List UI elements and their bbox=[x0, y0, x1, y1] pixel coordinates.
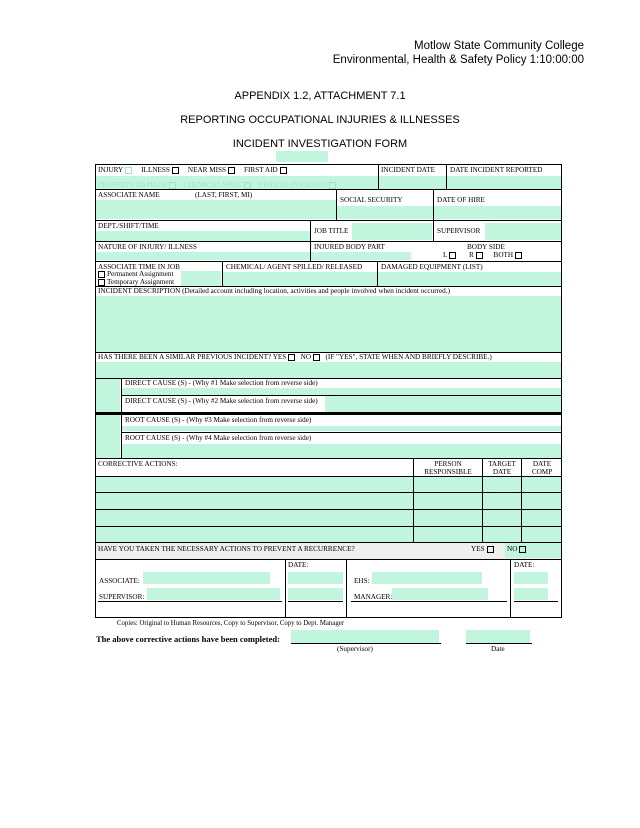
sig-underline bbox=[288, 601, 343, 602]
nature-label: NATURE OF INJURY/ ILLNESS bbox=[98, 243, 197, 251]
similar-incident-question bbox=[98, 353, 492, 362]
similar-yes-checkbox[interactable] bbox=[288, 354, 295, 361]
recurrence-question: HAVE YOU TAKEN THE NECESSARY ACTIONS TO PREVENT A RECURRENCE? bbox=[98, 545, 355, 553]
incident-date-label: INCIDENT DATE bbox=[381, 166, 435, 174]
supervisor-label: SUPERVISOR bbox=[437, 227, 481, 235]
responsible-header: RESPONSIBLE bbox=[424, 468, 472, 476]
target-date-field[interactable] bbox=[483, 527, 521, 542]
property-damage-checkbox[interactable] bbox=[169, 182, 176, 189]
temporary-label: Temporary Assignment bbox=[107, 278, 175, 286]
corrective-actions-label: CORRECTIVE ACTIONS: bbox=[98, 460, 178, 468]
completed-supervisor-field[interactable] bbox=[291, 630, 439, 643]
corrective-action-field[interactable] bbox=[96, 510, 413, 526]
recurrence-no bbox=[507, 545, 526, 554]
body-side-options bbox=[443, 251, 522, 260]
root-cause-code-field[interactable] bbox=[96, 415, 120, 459]
completed-supervisor-line bbox=[291, 643, 441, 644]
associate-date-field[interactable] bbox=[288, 572, 343, 584]
associate-sig-label: ASSOCIATE: bbox=[99, 577, 140, 585]
job-title-field[interactable] bbox=[352, 223, 432, 240]
ehs-sig-label: EHS: bbox=[354, 577, 370, 585]
dept-shift-field[interactable] bbox=[96, 231, 310, 241]
nature-field[interactable] bbox=[96, 252, 310, 260]
target-date-field[interactable] bbox=[483, 510, 521, 526]
ehs-date-field[interactable] bbox=[514, 572, 548, 584]
date-label-ehs: DATE: bbox=[514, 561, 535, 569]
vehicle-involved-checkbox[interactable] bbox=[329, 182, 336, 189]
associate-time-label: ASSOCIATE TIME IN JOB bbox=[98, 263, 180, 271]
date-label-associate: DATE: bbox=[288, 561, 309, 569]
copies-note: Copies: Original to Human Resources, Copy to Supervisor, Copy to Dept. Manager bbox=[117, 620, 345, 627]
completed-date-line bbox=[466, 643, 532, 644]
chemical-agent-label: CHEMICAL/ AGENT SPILLED/ RELEASED bbox=[226, 263, 363, 271]
target-date-field[interactable] bbox=[483, 493, 521, 509]
job-title-label: JOB TITLE bbox=[314, 227, 349, 235]
date-reported-label: DATE INCIDENT REPORTED bbox=[450, 166, 543, 174]
side-both-label: BOTH bbox=[493, 251, 514, 259]
associate-time-field[interactable] bbox=[181, 271, 221, 286]
associate-signature-field[interactable] bbox=[143, 572, 270, 584]
side-both-checkbox[interactable] bbox=[515, 252, 522, 259]
first-aid-checkbox[interactable] bbox=[280, 167, 287, 174]
recurrence-yes-label: YES bbox=[471, 545, 485, 553]
similar-no-checkbox[interactable] bbox=[313, 354, 320, 361]
person-responsible-field[interactable] bbox=[414, 510, 482, 526]
manager-sig-label: MANAGER: bbox=[354, 593, 393, 601]
date-caption: Date bbox=[491, 645, 505, 653]
recurrence-yes bbox=[471, 545, 494, 554]
person-responsible-field[interactable] bbox=[414, 527, 482, 542]
similar-no-label: NO bbox=[300, 353, 312, 361]
corrective-action-field[interactable] bbox=[96, 477, 413, 492]
chemical-spill-checkbox[interactable] bbox=[244, 182, 251, 189]
date-header: DATE bbox=[532, 460, 552, 468]
associate-name-label: ASSOCIATE NAME bbox=[98, 191, 160, 199]
similar-incident-field[interactable] bbox=[96, 362, 561, 378]
incident-description-field[interactable] bbox=[96, 296, 561, 352]
supervisor-date-field[interactable] bbox=[288, 588, 343, 600]
person-responsible-field[interactable] bbox=[414, 493, 482, 509]
appendix-title: APPENDIX 1.2, ATTACHMENT 7.1 bbox=[234, 90, 406, 102]
near-miss-label: NEAR MISS bbox=[187, 166, 227, 174]
incident-description-label: INCIDENT DESCRIPTION (Detailed account including location, activities and people involved when incident occurred.) bbox=[98, 287, 450, 295]
college-name: Motlow State Community College bbox=[413, 40, 584, 52]
near-miss-checkbox[interactable] bbox=[228, 167, 235, 174]
chemical-spill-label: CHEMICAL SPILL bbox=[183, 181, 242, 189]
social-security-field[interactable] bbox=[337, 206, 433, 219]
side-r-checkbox[interactable] bbox=[476, 252, 483, 259]
direct-cause-2-field[interactable] bbox=[325, 396, 561, 412]
direct-cause-1-field[interactable] bbox=[122, 388, 561, 395]
person-header: PERSON bbox=[434, 460, 462, 468]
comp-header: COMP bbox=[531, 468, 553, 476]
name-format-label: (LAST, FIRST, MI) bbox=[195, 191, 253, 199]
dept-shift-label: DEPT./SHIFT/TIME bbox=[98, 222, 159, 230]
associate-name-field[interactable] bbox=[96, 200, 336, 219]
corrective-action-field[interactable] bbox=[96, 527, 413, 542]
date-comp-field[interactable] bbox=[522, 493, 561, 509]
permanent-label: Permanent Assignment bbox=[107, 270, 174, 278]
ehs-signature-field[interactable] bbox=[372, 572, 482, 584]
reporting-title: REPORTING OCCUPATIONAL INJURIES & ILLNESSES bbox=[180, 114, 460, 126]
recurrence-no-checkbox[interactable] bbox=[519, 546, 526, 553]
property-damage-label: PROPERTY DAMAGE bbox=[98, 181, 168, 189]
date-of-hire-label: DATE OF HIRE bbox=[437, 196, 485, 204]
supervisor-caption: (Supervisor) bbox=[337, 645, 373, 653]
sig-underline bbox=[514, 601, 558, 602]
form-id-field[interactable] bbox=[276, 151, 328, 162]
direct-cause-1-label: DIRECT CAUSE (S) - (Why #1 Make selection from reverse side) bbox=[125, 379, 318, 387]
injured-part-label: INJURED BODY PART bbox=[314, 243, 385, 251]
illness-checkbox[interactable] bbox=[172, 167, 179, 174]
corrective-action-field[interactable] bbox=[96, 493, 413, 509]
body-side-label: BODY SIDE bbox=[467, 243, 505, 251]
sig-underline bbox=[351, 601, 507, 602]
target-date-field[interactable] bbox=[483, 477, 521, 492]
similar-note: (IF "YES", STATE WHEN AND BRIEFLY DESCRIBE.) bbox=[325, 353, 492, 361]
completed-date-field[interactable] bbox=[466, 630, 530, 643]
direct-cause-2-label: DIRECT CAUSE (S) - (Why #2 Make selection from reverse side) bbox=[125, 397, 318, 405]
policy-number: Environmental, Health & Safety Policy 1:10:00:00 bbox=[332, 54, 584, 66]
completed-statement: The above corrective actions have been completed: bbox=[96, 634, 280, 644]
target-date-header: DATE bbox=[492, 468, 512, 476]
social-security-label: SOCIAL SECURITY bbox=[340, 196, 403, 204]
vehicle-involved-label: VEHICLE INVOLVED bbox=[258, 181, 328, 189]
injury-checkbox[interactable] bbox=[125, 167, 132, 174]
first-aid-label: FIRST AID bbox=[244, 166, 278, 174]
target-header: TARGET bbox=[488, 460, 516, 468]
incident-type-row bbox=[98, 166, 287, 175]
manager-signature-field[interactable] bbox=[392, 588, 488, 600]
chemical-agent-field[interactable] bbox=[223, 272, 377, 286]
damaged-equipment-label: DAMAGED EQUIPMENT (LIST) bbox=[381, 263, 483, 271]
root-cause-3-label: ROOT CAUSE (S) - (Why #3 Make selection from reverse side) bbox=[125, 416, 312, 424]
date-comp-field[interactable] bbox=[522, 477, 561, 492]
supervisor-sig-label: SUPERVISOR: bbox=[99, 593, 145, 601]
date-comp-field[interactable] bbox=[522, 510, 561, 526]
date-of-hire-field[interactable] bbox=[434, 206, 561, 219]
form-title: INCIDENT INVESTIGATION FORM bbox=[232, 138, 408, 150]
supervisor-field[interactable] bbox=[485, 223, 561, 240]
person-responsible-field[interactable] bbox=[414, 477, 482, 492]
side-r-label: R bbox=[468, 251, 474, 259]
injured-part-field[interactable] bbox=[311, 252, 411, 260]
date-reported-field[interactable] bbox=[447, 176, 561, 189]
root-cause-4-label: ROOT CAUSE (S) - (Why #4 Make selection from reverse side) bbox=[125, 434, 312, 442]
sig-underline bbox=[98, 601, 282, 602]
supervisor-signature-field[interactable] bbox=[147, 588, 280, 600]
side-l-checkbox[interactable] bbox=[449, 252, 456, 259]
date-comp-field[interactable] bbox=[522, 527, 561, 542]
incident-date-field[interactable] bbox=[379, 176, 446, 189]
permanent-checkbox[interactable] bbox=[98, 271, 105, 278]
damaged-equipment-field[interactable] bbox=[378, 272, 561, 286]
temporary-checkbox[interactable] bbox=[98, 279, 105, 286]
root-cause-3-field[interactable] bbox=[122, 426, 561, 431]
root-cause-4-field[interactable] bbox=[122, 444, 561, 458]
similar-incident-label: HAS THERE BEEN A SIMILAR PREVIOUS INCIDENT? YES bbox=[98, 353, 287, 361]
recurrence-yes-checkbox[interactable] bbox=[487, 546, 494, 553]
direct-cause-code-field[interactable] bbox=[96, 379, 120, 413]
illness-label: ILLNESS bbox=[141, 166, 170, 174]
injury-label: INJURY bbox=[98, 166, 124, 174]
recurrence-no-label: NO bbox=[507, 545, 518, 553]
manager-date-field[interactable] bbox=[514, 588, 548, 600]
side-l-label: L bbox=[443, 251, 448, 259]
